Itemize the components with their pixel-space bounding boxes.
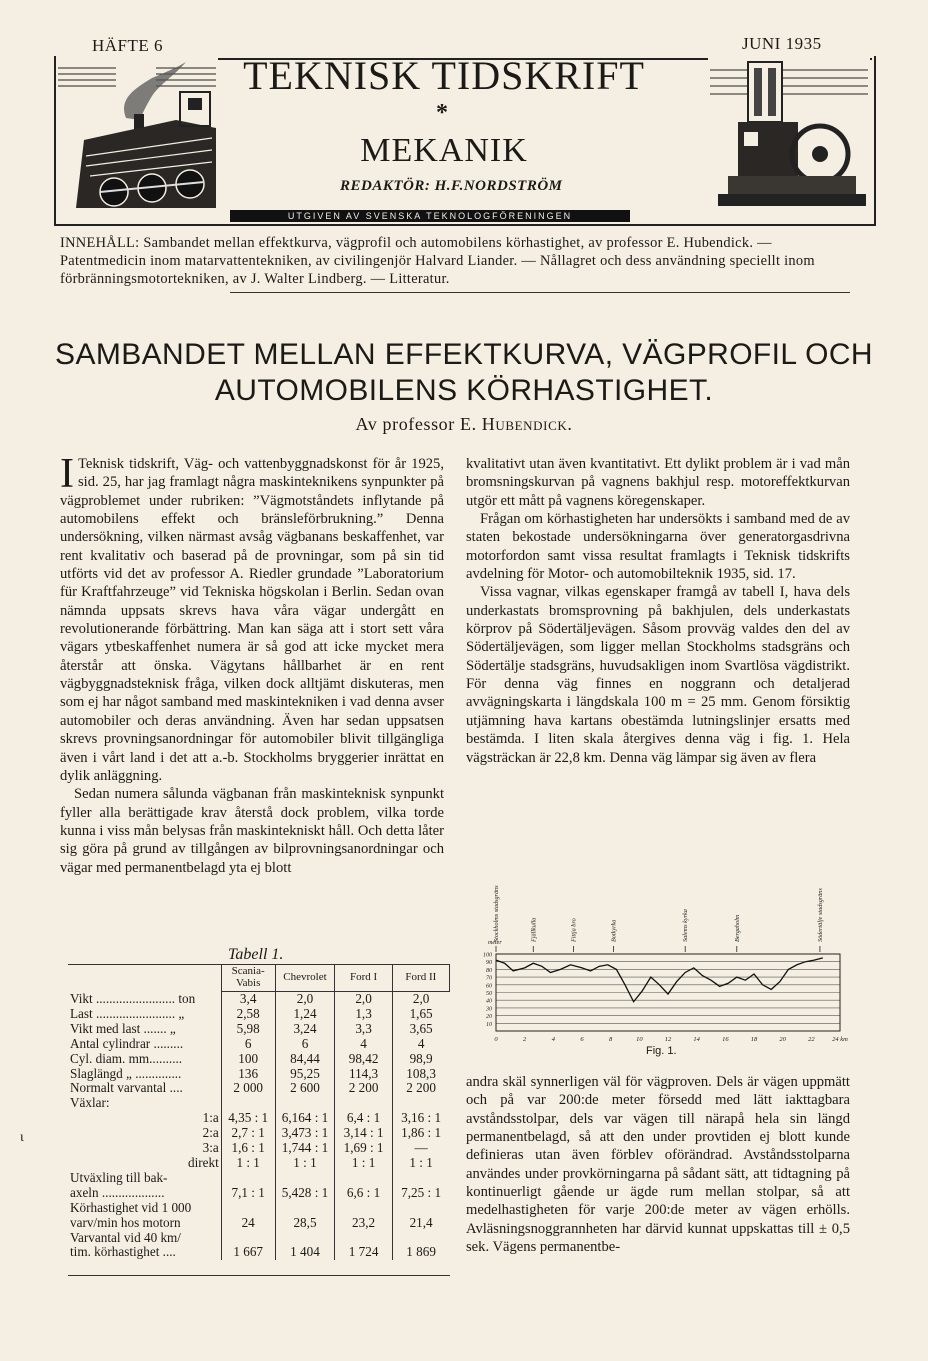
y-tick-label: 70 <box>486 975 492 982</box>
right-paragraph-4: andra skäl synnerligen väl för vägproven. Dels är vägen uppmätt och på var 200:de meter försedd med lätt iakttagbara avståndsstolpar, dels var vägen till närapå hela sin längd permanentbelagd, så att den under provtiden ej blott kunde definieras utan även förblev oförändrad. Avståndsstolparna användes under provkörningarna på sådant sätt, att tidtagning på kontinuerligt gående ur ägde rum mellan stolpar, så att medelhastigheten för varje 200:de meter av vägen erhölls. Avläsningsnoggrannheten har därvid kunnat uppskattas till ± 0,5 sek. Vägens permanentbe- <box>466 1074 850 1256</box>
column-header: Ford II <box>392 964 449 992</box>
y-tick-label: 90 <box>486 960 492 967</box>
table-row <box>68 1171 450 1186</box>
x-tick-label: 0 <box>494 1036 498 1042</box>
table-cell: 108,3 <box>392 1067 449 1082</box>
table-cell: 3,3 <box>335 1022 392 1037</box>
table-cell: 1 869 <box>392 1245 449 1260</box>
table-cell: 2 000 <box>221 1081 275 1096</box>
table-cell <box>335 1096 392 1111</box>
table-cell: 2,0 <box>335 992 392 1007</box>
place-label: Botkyrka <box>610 919 618 942</box>
table-cell: 23,2 <box>335 1216 392 1231</box>
table-cell: 2,58 <box>221 1007 275 1022</box>
table-cell <box>392 1096 449 1111</box>
table-row <box>68 1067 450 1082</box>
table-row <box>68 1022 450 1037</box>
table-cell: 1 : 1 <box>392 1156 449 1171</box>
place-label: Fjällkulla <box>530 917 538 942</box>
table-cell <box>275 1171 335 1186</box>
table-cell: 3,4 <box>221 992 275 1007</box>
table-cell: 21,4 <box>392 1216 449 1231</box>
x-tick-label: 8 <box>609 1036 613 1042</box>
right-paragraph-3: Vissa vagnar, vilkas egenskaper framgå av tabell I, hava dels underkastats bromsprovning på bakhjulen, dels underkastats körprov på Södertäljevägen. Såsom provväg valdes den del av Södertäljevägen, som ligger mellan Stockholms stadsgräns och Södertälje stadsgräns, huvudsakligen inom Svartlösa vägdistrikt. För denna väg finnes en noggrann och detaljerad avvägningskarta i längdskala 100 m = 25 mm. Genom försiktig utjämning hava kartans obestämda lutningslinjer ersatts med bestämda. I liten skala återgives denna väg i fig. 1. Hela vägsträckan är 22,8 km. Denna väg lämpar sig även av flera <box>466 584 850 766</box>
table-cell: 6 <box>221 1037 275 1052</box>
drop-cap: I <box>60 451 74 497</box>
table-cell <box>221 1171 275 1186</box>
table-row <box>68 1245 450 1260</box>
table-cell: 1,24 <box>275 1007 335 1022</box>
place-label: Fittja bro <box>570 918 578 942</box>
table-of-contents <box>60 234 860 288</box>
y-tick-label: 30 <box>486 1006 492 1013</box>
masthead-star: * <box>436 100 448 126</box>
x-tick-label: 20 <box>779 1036 786 1042</box>
row-label: Körhastighet vid 1 000 <box>70 1199 192 1215</box>
y-tick-label: 10 <box>486 1021 492 1028</box>
margin-mark: ι <box>20 1130 24 1145</box>
row-label: 1:a <box>202 1110 219 1126</box>
row-label: axeln ................... <box>70 1184 165 1200</box>
row-label: Växlar: <box>70 1095 110 1111</box>
row-label: Normalt varvantal .... <box>70 1080 183 1096</box>
section-title: MEKANIK <box>360 132 528 169</box>
table-cell: 1 : 1 <box>335 1156 392 1171</box>
table-cell: 2,7 : 1 <box>221 1126 275 1141</box>
x-tick-label: 4 <box>551 1036 555 1042</box>
right-column-top <box>466 455 850 767</box>
column-header: Scania-Vabis <box>221 964 275 992</box>
place-label: Stockholms stadsgräns <box>493 885 500 942</box>
table-cell: 2 200 <box>335 1081 392 1096</box>
table-cell: 5,98 <box>221 1022 275 1037</box>
row-label: 3:a <box>202 1140 219 1156</box>
x-tick-label: 16 <box>722 1036 729 1042</box>
y-tick-label: 40 <box>486 998 492 1005</box>
row-label: 2:a <box>202 1125 219 1141</box>
contents-rule <box>230 292 850 293</box>
table-row <box>68 1156 450 1171</box>
table-cell <box>335 1231 392 1246</box>
byline-prefix: Av professor E. <box>355 414 477 434</box>
issue-date: JUNI 1935 <box>742 34 822 53</box>
table-cell: 6 <box>275 1037 335 1052</box>
table-cell <box>392 1171 449 1186</box>
table-cell: 1,744 : 1 <box>275 1141 335 1156</box>
table-cell: 100 <box>221 1052 275 1067</box>
road-profile-line <box>496 958 823 1002</box>
table-caption: Tabell 1. <box>228 946 284 963</box>
table-row <box>68 1126 450 1141</box>
table-cell: 28,5 <box>275 1216 335 1231</box>
table-cell: 2,0 <box>275 992 335 1007</box>
locomotive-illustration <box>56 58 218 210</box>
issue-number: HÄFTE 6 <box>92 36 164 55</box>
table-cell: 98,9 <box>392 1052 449 1067</box>
table-cell: 7,25 : 1 <box>392 1186 449 1201</box>
publisher-band: UTGIVEN AV SVENSKA TEKNOLOGFÖRENINGEN <box>230 210 630 222</box>
x-tick-label: 2 <box>523 1036 527 1042</box>
right-column-bottom <box>466 1073 850 1256</box>
article-byline <box>0 414 928 435</box>
row-label: tim. körhastighet .... <box>70 1244 176 1260</box>
x-tick-label: 10 <box>636 1036 643 1042</box>
place-label: Bergaholm <box>733 914 741 942</box>
y-tick-label: 100 <box>483 952 492 959</box>
table-bottom-rule <box>68 1275 450 1276</box>
x-tick-label: 22 <box>808 1036 815 1042</box>
table-cell <box>392 1231 449 1246</box>
engine-illustration <box>708 58 870 210</box>
table-cell <box>221 1231 275 1246</box>
table-row <box>68 1052 450 1067</box>
table-cell <box>335 1171 392 1186</box>
table-cell: 6,4 : 1 <box>335 1111 392 1126</box>
table-cell: 1,65 <box>392 1007 449 1022</box>
left-paragraph-2: Sedan numera sålunda vägbanan från maskinteknisk synpunkt fyller alla berättigade krav återstå dock problem, vilka torde kunna i viss mån belysas från maskintekniskt håll. Och detta låter sig göra på grund av tillgången av bilprovningsanordningar och vägar med permanentbelagd yta ej blott <box>60 786 444 876</box>
road-profile-figure <box>470 836 860 1042</box>
table-cell <box>275 1231 335 1246</box>
table-cell: 1 : 1 <box>275 1156 335 1171</box>
row-label: Last ........................ „ <box>70 1005 185 1021</box>
figure-caption: Fig. 1. <box>646 1045 677 1057</box>
table-row <box>68 1037 450 1052</box>
table-cell: 1 724 <box>335 1245 392 1260</box>
row-label: Utväxling till bak- <box>70 1169 168 1185</box>
table-body <box>68 992 450 1261</box>
row-label: varv/min hos motorn <box>70 1214 181 1230</box>
x-tick-label: 24 km <box>832 1036 848 1042</box>
left-paragraph-1 <box>60 451 444 785</box>
row-label: Vikt ........................ ton <box>70 990 196 1006</box>
table-cell: 1,6 : 1 <box>221 1141 275 1156</box>
journal-title: TEKNISK TIDSKRIFT <box>243 53 645 98</box>
table-cell: 3,16 : 1 <box>392 1111 449 1126</box>
table-cell: 4,35 : 1 <box>221 1111 275 1126</box>
table-cell: 84,44 <box>275 1052 335 1067</box>
table-cell: 3,24 <box>275 1022 335 1037</box>
column-header: Chevrolet <box>275 964 335 992</box>
row-label: Antal cylindrar ......... <box>70 1035 184 1051</box>
table-row <box>68 1007 450 1022</box>
x-tick-label: 6 <box>580 1036 584 1042</box>
y-tick-label: 60 <box>486 983 492 990</box>
table-row <box>68 1231 450 1246</box>
table-cell: 95,25 <box>275 1067 335 1082</box>
table-cell: 136 <box>221 1067 275 1082</box>
table-cell: 2,0 <box>392 992 449 1007</box>
data-table <box>68 964 450 1260</box>
table-cell <box>392 1201 449 1216</box>
table-cell: 98,42 <box>335 1052 392 1067</box>
row-label: Vikt med last ....... „ <box>70 1020 176 1036</box>
column-header: Ford I <box>335 964 392 992</box>
table-cell: 1 : 1 <box>221 1156 275 1171</box>
article-title-line-1: SAMBANDET MELLAN EFFEKTKURVA, VÄGPROFIL OCH <box>55 338 873 371</box>
table-cell: 1,69 : 1 <box>335 1141 392 1156</box>
table-header-row <box>68 964 450 992</box>
left-column <box>60 451 444 877</box>
table-cell <box>221 1201 275 1216</box>
y-tick-label: 80 <box>486 967 492 974</box>
y-axis-label: meter <box>488 940 502 946</box>
article-title-line-2: AUTOMOBILENS KÖRHASTIGHET. <box>214 374 714 407</box>
table-row <box>68 1216 450 1231</box>
table-cell: 1,86 : 1 <box>392 1126 449 1141</box>
x-tick-label: 14 <box>693 1036 700 1042</box>
contents-label: INNEHÅLL: <box>60 235 140 251</box>
table-cell <box>275 1201 335 1216</box>
y-tick-label: 50 <box>486 991 492 997</box>
table-row <box>68 992 450 1007</box>
table-row <box>68 1186 450 1201</box>
table-cell: 2 600 <box>275 1081 335 1096</box>
table-row <box>68 1201 450 1216</box>
place-label: Södertälje stadsgräns <box>816 888 824 942</box>
row-label: Slaglängd „ .............. <box>70 1065 182 1081</box>
x-tick-label: 12 <box>664 1036 672 1042</box>
table-cell: 3,14 : 1 <box>335 1126 392 1141</box>
table-cell: — <box>392 1141 449 1156</box>
x-tick-label: 18 <box>750 1036 758 1042</box>
table-cell: 1,3 <box>335 1007 392 1022</box>
row-label: direkt <box>188 1154 219 1170</box>
row-label: Cyl. diam. mm.......... <box>70 1050 183 1066</box>
table-cell: 6,164 : 1 <box>275 1111 335 1126</box>
y-tick-label: 20 <box>486 1014 492 1021</box>
table-cell: 5,428 : 1 <box>275 1186 335 1201</box>
table-cell: 4 <box>392 1037 449 1052</box>
table-cell: 3,473 : 1 <box>275 1126 335 1141</box>
table-row <box>68 1141 450 1156</box>
left-paragraph-1-text: Teknisk tidskrift, Väg- och vattenbyggnadskonst för år 1925, sid. 25, har jag framlagt några maskinteknikens synpunkter på vägproblemet under rubriken: ”Vägmotståndets inflytande på automobilens effekt och bränsleförbrukning.” Denna undersökning, vilken närmast avsåg vägbanans beskaffenhet, var rent kvalitativ och baserad på de provningar, som på sin tid utförts vid det av professor A. Riedler grundade ”Laboratorium für Kraftfahrzeuge” vid Tekniska högskolan i Berlin. Sedan ovan nämnda uppsats skrevs hava våra vägar undergått en revolutionerande förbättring. Man kan säga att i stort sett våra vägars ytbeskaffenhet numera är så god att icke mycket mera återstår att önska. Vägytans hållbarhet är en rent vägbyggnadsteknisk fråga, vilken dock alltjämt diskuteras, men som ej har något samband med maskintekniken i vad denna avser automobiler och deras användning. Även har sedan uppsatsen skrevs provningsanordningar för automobiler blivit tillgängliga även i vårt land i det att a.-b. Stockholms bryggerier inrättat en dylik anläggning. <box>60 456 444 784</box>
right-paragraph-2: Frågan om körhastigheten har undersökts i samband med de av staten bekostade undersökningarna över generatorgasdrivna motorfordon samt vissa resultat framlagts i Teknisk tidskrifts avdelning för Motor- och automobilteknik 1935, sid. 17. <box>466 511 850 583</box>
table-cell: 4 <box>335 1037 392 1052</box>
table-row <box>68 1096 450 1111</box>
row-label: Varvantal vid 40 km/ <box>70 1229 181 1245</box>
table-cell: 24 <box>221 1216 275 1231</box>
contents-text: Sambandet mellan effektkurva, vägprofil och automobilens körhastighet, av professor E. Hubendick. — Patentmedicin inom matarvattentekniken, av civilingenjör Halvard Liander. — Nållagret och dess användning speciellt inom förbränningsmotortekniken, av J. Walter Lindberg. — Litteratur. <box>60 235 815 287</box>
table-cell <box>221 1096 275 1111</box>
table-cell: 1 667 <box>221 1245 275 1260</box>
table-cell <box>335 1201 392 1216</box>
table-cell <box>275 1096 335 1111</box>
table-cell: 114,3 <box>335 1067 392 1082</box>
editor-line: REDAKTÖR: H.F.NORDSTRÖM <box>340 178 563 194</box>
table-cell: 2 200 <box>392 1081 449 1096</box>
table-row <box>68 1081 450 1096</box>
table-cell: 1 404 <box>275 1245 335 1260</box>
table-row <box>68 1111 450 1126</box>
right-paragraph-1: kvalitativt utan även kvantitativt. Ett dylikt problem är i vad mån bromsningskurvan på vagnens bakhjul resp. motoreffektkurvan utgör ett mått på vagnens köregenskaper. <box>466 456 850 509</box>
byline-author: Hubendick. <box>481 414 573 434</box>
table-cell: 7,1 : 1 <box>221 1186 275 1201</box>
place-label: Salems kyrka <box>682 909 690 942</box>
article-title <box>40 337 888 409</box>
table-cell: 6,6 : 1 <box>335 1186 392 1201</box>
table-cell: 3,65 <box>392 1022 449 1037</box>
